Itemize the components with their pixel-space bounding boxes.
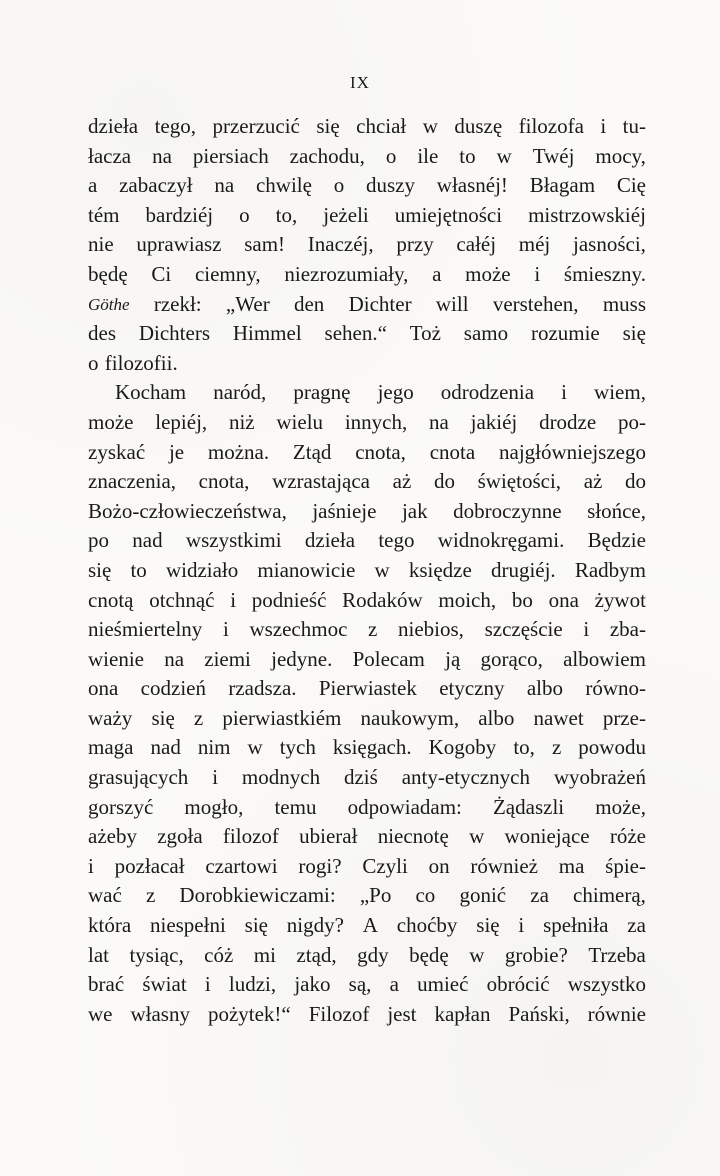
word: rzadsza. [228, 676, 297, 701]
word: wienie [88, 646, 144, 671]
text-line [88, 112, 646, 142]
word: odpowiadam: [347, 794, 462, 819]
word: Dichter [348, 291, 412, 316]
word: niespełni [149, 913, 226, 938]
word: i [212, 765, 219, 790]
word: księdze [408, 557, 472, 582]
word: obrócić [486, 972, 550, 997]
word: pierwiastkiém [222, 705, 342, 730]
word: samo [463, 321, 509, 346]
word: filozof [222, 824, 279, 849]
word: zgoła [157, 824, 203, 849]
word: do [433, 469, 455, 494]
word: „Wer [225, 291, 270, 316]
word: Żądaszli [492, 794, 565, 819]
word: pozłacał [114, 853, 185, 878]
word: Ztąd [292, 439, 332, 464]
text-line [88, 881, 646, 911]
word: wiem, [594, 380, 646, 405]
word: chciał [356, 114, 407, 138]
word: o [239, 202, 250, 227]
word: pragnę [293, 380, 351, 405]
word: Toż [409, 321, 441, 346]
word: drugiéj. [490, 557, 556, 582]
word: ubierał [299, 824, 358, 849]
word: chimerą, [573, 883, 646, 908]
text-line [88, 230, 646, 260]
word: albo [526, 676, 563, 701]
word: będę [88, 261, 128, 286]
word: podnieść [251, 587, 327, 612]
word: na [214, 173, 235, 198]
text-line [88, 763, 646, 793]
word: tego, [154, 114, 196, 138]
word: Ci [151, 261, 172, 286]
body-text [88, 112, 646, 1029]
word: po [88, 528, 109, 553]
word: naukowym, [360, 705, 460, 730]
word: dzieła [304, 528, 356, 553]
word: gorszyć [88, 794, 154, 819]
text-line [88, 467, 646, 497]
word: bo [511, 587, 533, 612]
word: duszy [366, 173, 415, 198]
word: Bożo-człowieczeństwa, [88, 498, 287, 523]
word: słońce, [587, 498, 646, 523]
word: o [88, 350, 99, 375]
word: są, [348, 972, 372, 997]
word: tu- [622, 114, 646, 138]
word: pożytek!“ [207, 1001, 291, 1026]
word: brać [88, 972, 125, 997]
word: ztąd, [296, 942, 337, 967]
word: ludzi, [228, 972, 277, 997]
word: własny [130, 1001, 190, 1026]
text-line [88, 556, 646, 586]
word: żywot [594, 587, 646, 612]
word: prze- [602, 705, 646, 730]
word: rzekł: [153, 291, 202, 316]
word: a [432, 261, 442, 286]
text-line [88, 941, 646, 971]
text-line [88, 349, 646, 379]
word: Kogoby [428, 735, 497, 760]
word: otchnąć [149, 587, 215, 612]
word: zabaczył [119, 173, 193, 198]
word: dzieła [88, 114, 139, 138]
word: i [230, 587, 237, 612]
word: odrodzenia [440, 380, 535, 405]
text-line [88, 260, 646, 290]
word: łacza [88, 143, 132, 168]
word: niecnotę [377, 824, 449, 849]
page-number: IX [350, 73, 370, 92]
word: z [193, 705, 204, 730]
word: która [88, 913, 132, 938]
word: uprawiasz [136, 232, 222, 257]
word: gdy [357, 942, 389, 967]
word: szczęście [484, 617, 563, 642]
word: śpie- [605, 853, 646, 878]
word: albowiem [563, 646, 646, 671]
word: grasujących [88, 765, 189, 790]
text-line [88, 497, 646, 527]
word: się [244, 913, 268, 938]
word: ciemny, [194, 261, 261, 286]
word: wzrastająca [272, 469, 370, 494]
word: cnotą [88, 587, 134, 612]
word: to [459, 143, 476, 168]
word: po- [617, 409, 646, 434]
word: jasności, [573, 232, 646, 257]
word: verstehen, [492, 291, 579, 316]
text-line [88, 586, 646, 616]
word: Göthe [88, 294, 130, 314]
word: nad [132, 528, 163, 553]
text-line [88, 704, 646, 734]
word: jedyne. [271, 646, 333, 671]
word: ona [88, 676, 119, 701]
word: niebios, [398, 617, 464, 642]
word: nim [197, 735, 231, 760]
word: i [518, 913, 525, 938]
word: den [293, 291, 325, 316]
text-line [88, 970, 646, 1000]
word: a [389, 972, 399, 997]
text-line [88, 319, 646, 349]
word: A [362, 913, 378, 938]
word: będę [409, 942, 449, 967]
word: mianowicie [257, 557, 356, 582]
text-line [88, 645, 646, 675]
word: ażeby [88, 824, 137, 849]
word: albo [478, 705, 515, 730]
word: filozofa [518, 114, 584, 138]
word: może, [595, 794, 646, 819]
word: o [385, 143, 397, 168]
word: umiejętności [394, 202, 503, 227]
word: jakiéj [470, 409, 518, 434]
word: Dichters [138, 321, 210, 346]
word: innych, [344, 409, 408, 434]
word: we [88, 1001, 113, 1026]
word: najgłówniejszego [499, 439, 646, 464]
word: można. [207, 439, 270, 464]
word: znaczenia, [88, 469, 177, 494]
word: na [164, 646, 185, 671]
text-line [88, 911, 646, 941]
word: „Po [359, 883, 392, 908]
text-line [88, 142, 646, 172]
word: maga [88, 735, 134, 760]
word: czartowi [205, 853, 278, 878]
word: świat [142, 972, 187, 997]
word: Dorobkiewiczami: [179, 883, 336, 908]
word: widziało [165, 557, 239, 582]
word: nawet [533, 705, 584, 730]
word: własnéj! [436, 173, 508, 198]
word: Trzeba [588, 942, 646, 967]
word: wać [88, 883, 122, 908]
word: nieśmiertelny [88, 617, 203, 642]
word: dziś [343, 765, 378, 790]
word: jaśnieje [312, 498, 377, 523]
word: może [88, 409, 134, 434]
word: przy [396, 232, 434, 257]
text-line [88, 793, 646, 823]
text-line [88, 615, 646, 645]
word: śmieszny. [563, 261, 646, 286]
word: umieć [417, 972, 469, 997]
word: Filozof [308, 1001, 370, 1026]
word: ma [558, 853, 585, 878]
word: waży [88, 705, 133, 730]
word: Pański, [508, 1001, 570, 1026]
word: zyskać [88, 439, 146, 464]
word: wielu [276, 409, 324, 434]
word: Czyli [362, 853, 408, 878]
word: Polecam [352, 646, 425, 671]
word: równo- [585, 676, 646, 701]
word: sehen.“ [324, 321, 387, 346]
word: naród, [213, 380, 267, 405]
word: a [88, 173, 98, 198]
word: się [88, 557, 112, 582]
word: ziemi [204, 646, 251, 671]
word: tém [88, 202, 120, 227]
word: cnota, [355, 439, 406, 464]
word: równie [587, 1001, 646, 1026]
text-line [88, 733, 646, 763]
word: za [627, 913, 646, 938]
word: całéj [456, 232, 497, 257]
word: ona [548, 587, 579, 612]
word: się [476, 913, 500, 938]
word: jest [387, 1001, 417, 1026]
word: modnych [241, 765, 321, 790]
word: jak [401, 498, 428, 523]
text-line [88, 674, 646, 704]
word: rozumie [530, 321, 600, 346]
word: Rodaków [342, 587, 423, 612]
word: co [415, 883, 436, 908]
word: i [88, 853, 94, 878]
word: i [583, 617, 590, 642]
word: w [247, 735, 263, 760]
word: lepiéj, [155, 409, 208, 434]
word: wszystko [567, 972, 646, 997]
word: choćby [396, 913, 458, 938]
word: na [152, 143, 172, 168]
word: tysiąc, [129, 942, 184, 967]
word: i [534, 261, 541, 286]
word: mogło, [184, 794, 244, 819]
word: cnota, [198, 469, 250, 494]
text-line [88, 408, 646, 438]
word: i [222, 617, 229, 642]
word: woniejące [504, 824, 590, 849]
word: Radbym [574, 557, 646, 582]
word: drodze [539, 409, 597, 434]
word: duszę [454, 114, 503, 138]
word: Twéj [532, 143, 575, 168]
word: Himmel [232, 321, 302, 346]
word: grobie? [504, 942, 568, 967]
word: cóż [204, 942, 234, 967]
word: Cię [616, 173, 646, 198]
text-line [88, 438, 646, 468]
word: w [374, 557, 390, 582]
text-line [88, 378, 646, 408]
word: ile [417, 143, 439, 168]
word: w [469, 824, 485, 849]
word: temu [274, 794, 317, 819]
text-line [88, 290, 646, 320]
word: to, [275, 202, 298, 227]
word: nie [88, 232, 114, 257]
word: może [465, 261, 511, 286]
word: Błagam [529, 173, 596, 198]
word: i [600, 114, 607, 138]
word: gorąco, [480, 646, 543, 671]
word: je [168, 439, 185, 464]
word: z [145, 883, 156, 908]
word: jego [377, 380, 414, 405]
word: dobroczynne [453, 498, 562, 523]
word: zachodu, [289, 143, 365, 168]
word: z [368, 617, 378, 642]
text-line [88, 822, 646, 852]
word: również [470, 853, 538, 878]
word: świętości, [477, 469, 562, 494]
word: will [435, 291, 469, 316]
word: aż [583, 469, 603, 494]
word: Będzie [587, 528, 646, 553]
word: wszechmoc [249, 617, 348, 642]
word: i [561, 380, 567, 405]
word: nad [150, 735, 181, 760]
word: sam! [244, 232, 286, 257]
word: niezrozumiały, [284, 261, 409, 286]
word: aż [392, 469, 412, 494]
word: des [88, 321, 116, 346]
word: etyczny [439, 676, 505, 701]
word: w [469, 942, 485, 967]
word: nigdy? [286, 913, 344, 938]
word: bardziéj [145, 202, 214, 227]
word: powodu [578, 735, 646, 760]
word: spełniła [543, 913, 609, 938]
word: ją [445, 646, 461, 671]
text-line [88, 1000, 646, 1030]
word: mocy, [595, 143, 646, 168]
word: codzień [140, 676, 206, 701]
word: Pierwiastek [318, 676, 417, 701]
word: tych [279, 735, 316, 760]
text-line [88, 171, 646, 201]
text-line [88, 201, 646, 231]
word: piersiach [192, 143, 269, 168]
word: gonić [459, 883, 507, 908]
word: to [130, 557, 147, 582]
word: lat [88, 942, 109, 967]
word: muss [602, 291, 646, 316]
word: do [625, 469, 646, 494]
word: wszystkimi [185, 528, 282, 553]
word: z [551, 735, 562, 760]
word: za [530, 883, 549, 908]
word: to, [513, 735, 535, 760]
word: widnokręgami. [437, 528, 565, 553]
word: Inaczéj, [307, 232, 374, 257]
word: kapłan [434, 1001, 491, 1026]
word: o [333, 173, 345, 198]
word: méj [518, 232, 551, 257]
word: księgach. [332, 735, 412, 760]
word: niż [228, 409, 255, 434]
word: mistrzowskiéj [528, 202, 646, 227]
word: Kocham [115, 380, 187, 405]
word: rogi? [298, 853, 342, 878]
word: przerzucić [212, 114, 300, 138]
word: w [496, 143, 512, 168]
word: się [316, 114, 340, 138]
word: filozofii. [104, 350, 178, 375]
word: mi [253, 942, 276, 967]
word: moich, [438, 587, 497, 612]
word: się [622, 321, 646, 346]
word: w [422, 114, 438, 138]
word: on [428, 853, 450, 878]
word: zba- [609, 617, 646, 642]
word: tego [378, 528, 415, 553]
text-line [88, 526, 646, 556]
word: róże [609, 824, 646, 849]
word: anty-etycznych [401, 765, 530, 790]
word: jeżeli [323, 202, 369, 227]
text-line [88, 852, 646, 882]
word: się [151, 705, 175, 730]
word: cnota [429, 439, 476, 464]
word: chwilę [255, 173, 312, 198]
word: jako [294, 972, 331, 997]
word: wyobrażeń [553, 765, 646, 790]
word: na [429, 409, 449, 434]
word: i [204, 972, 211, 997]
